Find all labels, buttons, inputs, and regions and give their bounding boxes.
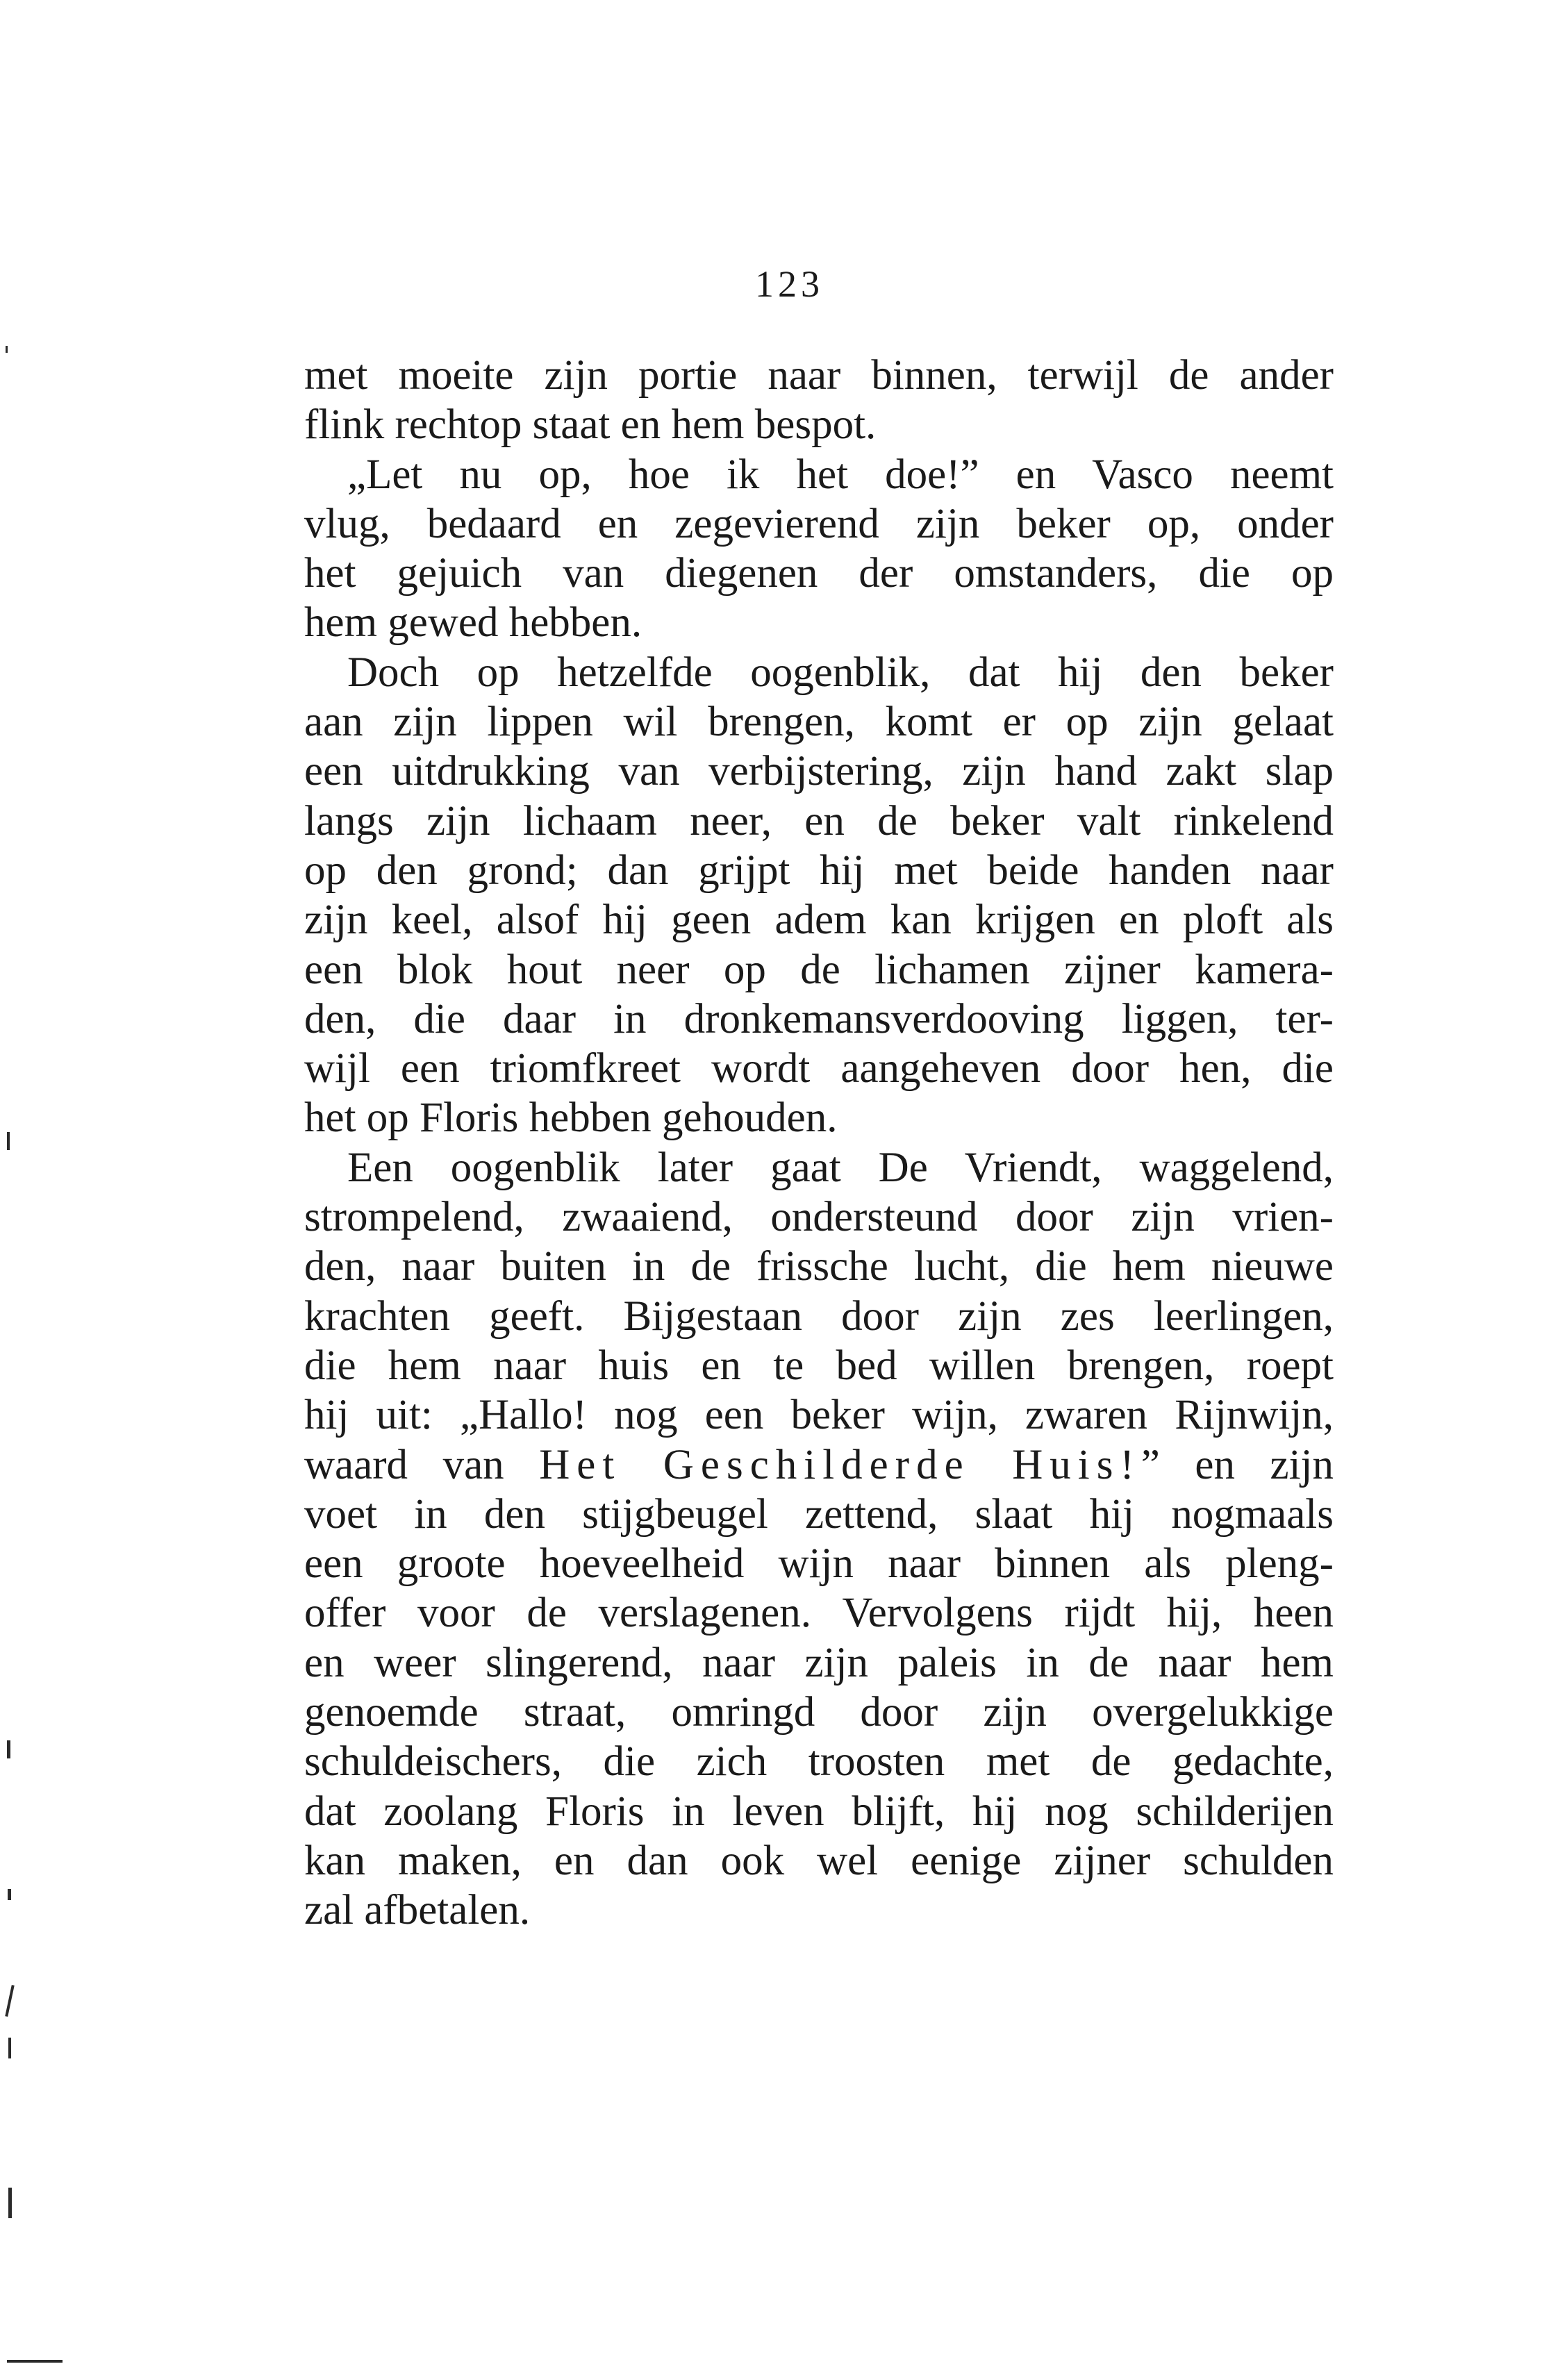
text-line: op den grond; dan grijpt hij met beide handen naar — [304, 847, 1334, 894]
text-line: en weer slingerend, naar zijn paleis in de naar hem — [304, 1639, 1334, 1686]
text-line: genoemde straat, omringd door zijn overgelukkige — [304, 1689, 1334, 1736]
text-line: zal afbetalen. — [304, 1887, 531, 1934]
scan-mark — [7, 1132, 10, 1150]
text-line: den, die daar in dronkemansverdooving liggen, ter- — [304, 995, 1334, 1042]
text-fragment: waard van — [304, 1441, 540, 1488]
text-line: aan zijn lippen wil brengen, komt er op zijn gelaat — [304, 699, 1334, 746]
scan-mark — [7, 1740, 10, 1758]
text-line: voet in den stijgbeugel zettend, slaat hij nogmaals — [304, 1490, 1334, 1538]
text-line: zijn keel, alsof hij geen adem kan krijgen en ploft als — [304, 897, 1334, 944]
text-line: Een oogenblik later gaat De Vriendt, waggelend, — [347, 1144, 1334, 1191]
scan-mark — [8, 1889, 11, 1900]
text-line: het gejuich van diegenen der omstanders, die op — [304, 550, 1334, 597]
scan-mark — [5, 1985, 14, 2017]
text-line: langs zijn lichaam neer, en de beker valt rinkelend — [304, 797, 1334, 844]
text-line: wijl een triomfkreet wordt aangeheven door hen, die — [304, 1045, 1334, 1092]
text-line: strompelend, zwaaiend, ondersteund door zijn vrien- — [304, 1194, 1334, 1241]
text-line: flink rechtop staat en hem bespot. — [304, 401, 877, 449]
body-text — [304, 351, 1334, 1936]
text-line: hem gewed hebben. — [304, 599, 642, 647]
text-line: kan maken, en dan ook wel eenige zijner schulden — [304, 1837, 1334, 1884]
text-line: het op Floris hebben gehouden. — [304, 1095, 838, 1142]
text-line: „Let nu op, hoe ik het doe!” en Vasco neemt — [347, 451, 1334, 498]
text-line — [304, 1440, 1334, 1490]
text-line: die hem naar huis en te bed willen brengen, roept — [304, 1342, 1334, 1389]
text-line: hij uit: „Hallo! nog een beker wijn, zwaren Rijnwijn, — [304, 1392, 1334, 1439]
text-fragment: ” en zijn — [1141, 1441, 1334, 1488]
text-line: offer voor de verslagenen. Vervolgens rijdt hij, heen — [304, 1590, 1334, 1637]
page-number: 123 — [755, 263, 824, 305]
text-line: Doch op hetzelfde oogenblik, dat hij den beker — [347, 649, 1334, 696]
scan-mark — [6, 346, 8, 353]
spaced-title: Het Geschilderde Huis! — [539, 1441, 1141, 1488]
text-line: een blok hout neer op de lichamen zijner kamera- — [304, 946, 1334, 993]
text-line: een groote hoeveelheid wijn naar binnen als pleng- — [304, 1540, 1334, 1588]
scan-mark — [8, 2038, 11, 2058]
text-line: een uitdrukking van verbijstering, zijn hand zakt slap — [304, 748, 1334, 795]
text-line: dat zoolang Floris in leven blijft, hij nog schilderijen — [304, 1788, 1334, 1835]
scan-mark — [7, 2360, 63, 2363]
text-line: met moeite zijn portie naar binnen, terwijl de ander — [304, 352, 1334, 399]
text-line: vlug, bedaard en zegevierend zijn beker op, onder — [304, 500, 1334, 547]
text-line: schuldeischers, die zich troosten met de gedachte, — [304, 1738, 1334, 1786]
text-line: den, naar buiten in de frissche lucht, die hem nieuwe — [304, 1243, 1334, 1290]
scan-mark — [8, 2188, 12, 2218]
text-line: krachten geeft. Bijgestaan door zijn zes leerlingen, — [304, 1292, 1334, 1340]
